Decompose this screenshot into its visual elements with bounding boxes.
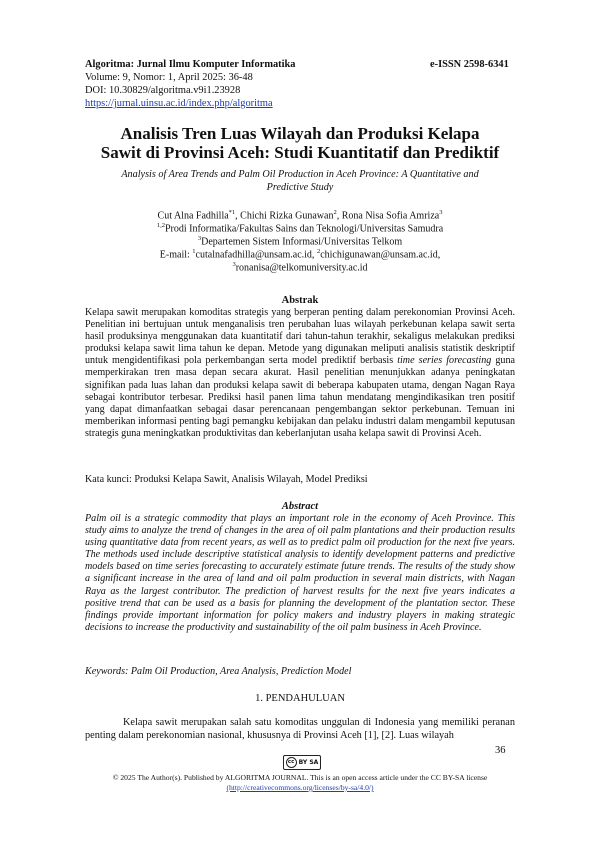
author-emails: E-mail: $^1$cutalnafadhilla@unsam.ac.id, $^2$chichigunawan@unsam.ac.id, — [159, 248, 441, 261]
license-footer: © 2025 The Author(s). Published by ALGORITMA JOURNAL. This is an open access article under the CC BY-SA license — [112, 773, 488, 782]
page-number: 36 — [495, 745, 506, 756]
license-url-link[interactable]: (http://creativecommons.org/licenses/by-sa/4.0/) — [226, 783, 374, 792]
abstrak-keywords: Kata kunci: Produksi Kelapa Sawit, Analisis Wilayah, Model Prediksi — [85, 474, 368, 485]
abstract-heading: Abstract — [281, 501, 319, 512]
affiliation-1: $^{1,2}$Prodi Informatika/Fakultas Sains dan Teknologi/Universitas Samudra — [156, 222, 444, 235]
abstrak-body: Kelapa sawit merupakan komoditas strategis yang berperan penting dalam perekonomian Provinsi Aceh. Penelitian ini bertujuan untuk menganalisis tren perubahan luas wilayah perkebunan kelapa sawit serta hasil produksinya menggunakan data kuantitatif dari tahun-tahun terakhir, sekaligus melakukan prediksi produksi kelapa sawit lima tahun ke depan. Metode yang digunakan meliputi analisis statistik deskriptif untuk mengidentifikasi pola perkembangan serta model prediktif berbasis time series forecasting guna memperkirakan tren masa depan secara akurat. Hasil penelitian menunjukkan adanya peningkatan signifikan pada luas lahan dan produksi kelapa sawit di beberapa kabupaten utama, dengan Nagan Raya sebagai kontributor terbesar. Prediksi hasil panen lima tahun mendatang mengindikasikan tren positif yang dapat dimanfaatkan sebagai dasar perencanaan pengembangan sektor perkebunan. Temuan ini memberikan informasi penting bagi pemangku kebijakan dan pelaku industri dalam mengambil keputusan strategis guna meningkatkan produktivitas dan keberlanjutan usaha kelapa sawit di Provinsi Aceh. — [85, 307, 515, 439]
journal-name: Algoritma: Jurnal Ilmu Komputer Informatika — [85, 59, 296, 70]
issn: e-ISSN 2598-6341 — [430, 59, 509, 70]
doi: DOI: 10.30829/algoritma.v9i1.23928 — [85, 85, 241, 96]
abstract-keywords: Keywords: Palm Oil Production, Area Analysis, Prediction Model — [85, 666, 352, 677]
volume-info: Volume: 9, Nomor: 1, April 2025: 36-48 — [85, 72, 253, 83]
journal-url-link[interactable]: https://jurnal.uinsu.ac.id/index.php/algoritma — [85, 98, 273, 109]
cc-by-sa-license-icon: cc BY SA — [283, 755, 321, 770]
intro-paragraph: Kelapa sawit merupakan salah satu komoditas unggulan di Indonesia yang memiliki peranan penting dalam perekonomian nasional, khususnya di Provinsi Aceh [1], [2]. Luas wilayah — [85, 717, 515, 741]
paper-title: Analisis Tren Luas Wilayah dan Produksi Kelapa Sawit di Provinsi Aceh: Studi Kuantitatif dan Prediktif — [100, 124, 500, 162]
abstrak-heading: Abstrak — [281, 295, 319, 306]
paper-subtitle: Analysis of Area Trends and Palm Oil Production in Aceh Province: A Quantitative and Predictive Study — [121, 169, 479, 193]
section-heading-pendahuluan: 1. PENDAHULUAN — [255, 693, 345, 704]
author-list: Cut Alna Fadhilla$^{*1}$, Chichi Rizka Gunawan$^2$, Rona Nisa Sofia Amriza$^3$ — [157, 209, 443, 222]
cc-icon: cc — [286, 757, 297, 768]
abstract-body: Palm oil is a strategic commodity that plays an important role in the economy of Aceh Province. This study aims to analyze the trend of changes in the area of oil palm plantations and their production results using quantitative data from recent years, as well as to predict palm oil production for the next five years. The methods used include descriptive statistical analysis to identify development patterns and predictive models based on time series forecasting to accurately estimate future trends. The results of the study show a significant increase in the area of land and oil palm production in several main districts, with Nagan Raya as the largest contributor. The prediction of harvest results for the next five years indicates a positive trend that can be used as a basis for planning the development of the plantation sector. These findings provide important information for policy makers and industry players in making strategic decisions to increase the productivity and sustainability of the oil palm business in Aceh Province. — [85, 513, 515, 633]
affiliation-2: $^3$Departemen Sistem Informasi/Universitas Telkom — [197, 235, 403, 248]
author-email-3: $^3$ronanisa@telkomuniversity.ac.id — [232, 261, 368, 274]
